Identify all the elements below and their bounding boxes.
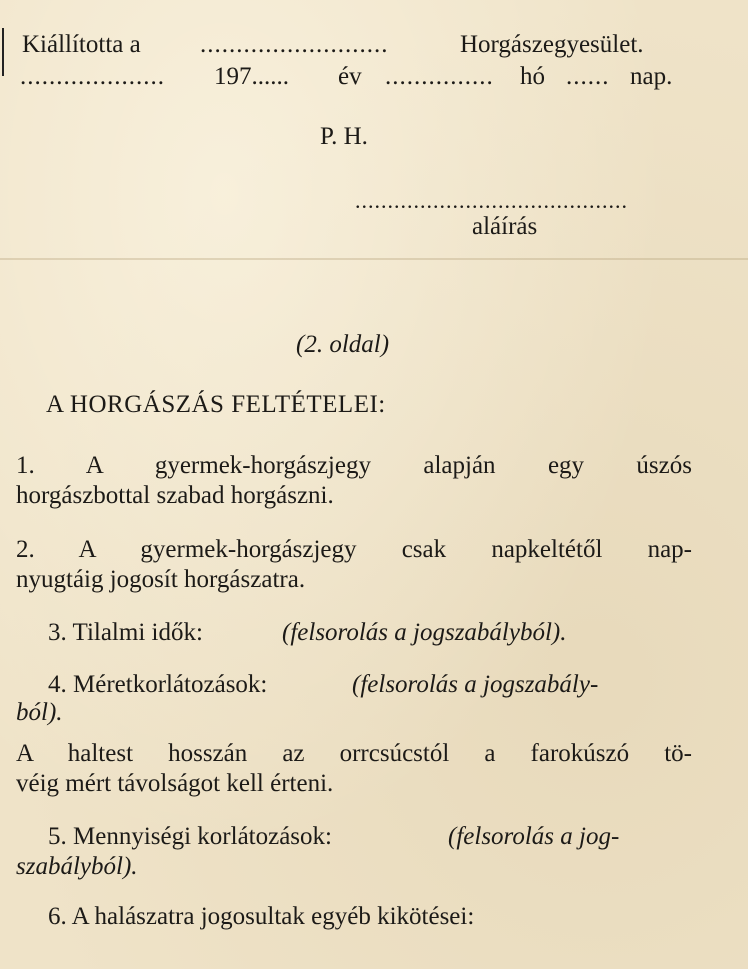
left-margin-rule [2,28,4,76]
day-label: nap. [630,63,673,90]
item-4-note-line-1: (felsorolás a jogszabály- [352,671,599,698]
item-2-line-2: nyugtáig jogosít horgászatra. [16,566,306,593]
item-1-line-2: horgászbottal szabad horgászni. [16,482,334,509]
section-title: A HORGÁSZÁS FELTÉTELEI: [46,391,386,418]
place-field[interactable]: .................... [20,63,165,90]
page-label: (2. oldal) [296,331,390,358]
association-suffix: Horgászegyesület. [460,31,644,58]
item-4-label: 4. Méretkorlátozások: [48,671,268,698]
item-1-line-1: 1. A gyermek-horgászjegy alapján egy úszós [16,452,692,479]
month-field[interactable]: ............... [385,63,494,90]
year-field[interactable]: 197...... [214,63,289,90]
item-2-line-1: 2. A gyermek-horgászjegy csak napkeltétől nap- [16,536,692,563]
body-length-note-line-2: véig mért távolságot kell érteni. [16,770,334,797]
item-3-label: 3. Tilalmi idők: [48,619,203,646]
item-6: 6. A halászatra jogosultak egyéb kikötései: [48,903,475,930]
item-4-note-line-2: ból). [16,699,63,726]
body-length-note-line-1: A haltest hosszán az orrcsúcstól a farokúszó tö- [16,740,692,767]
item-3-note: (felsorolás a jogszabályból). [282,619,567,646]
stamp-placeholder: P. H. [320,123,368,150]
item-5-label: 5. Mennyiségi korlátozások: [48,823,332,850]
item-5-note-line-2: szabályból). [16,853,138,880]
month-label: hó [520,63,545,90]
association-name-field[interactable]: .......................... [200,31,389,58]
paper-fold-line [0,258,748,260]
year-label: év [338,63,362,90]
issued-by-label: Kiállította a [22,31,141,58]
signature-field[interactable]: .......................................... [355,188,628,213]
item-5-note-line-1: (felsorolás a jog- [448,823,620,850]
signature-label: aláírás [472,213,538,240]
day-field[interactable]: ...... [566,63,610,90]
